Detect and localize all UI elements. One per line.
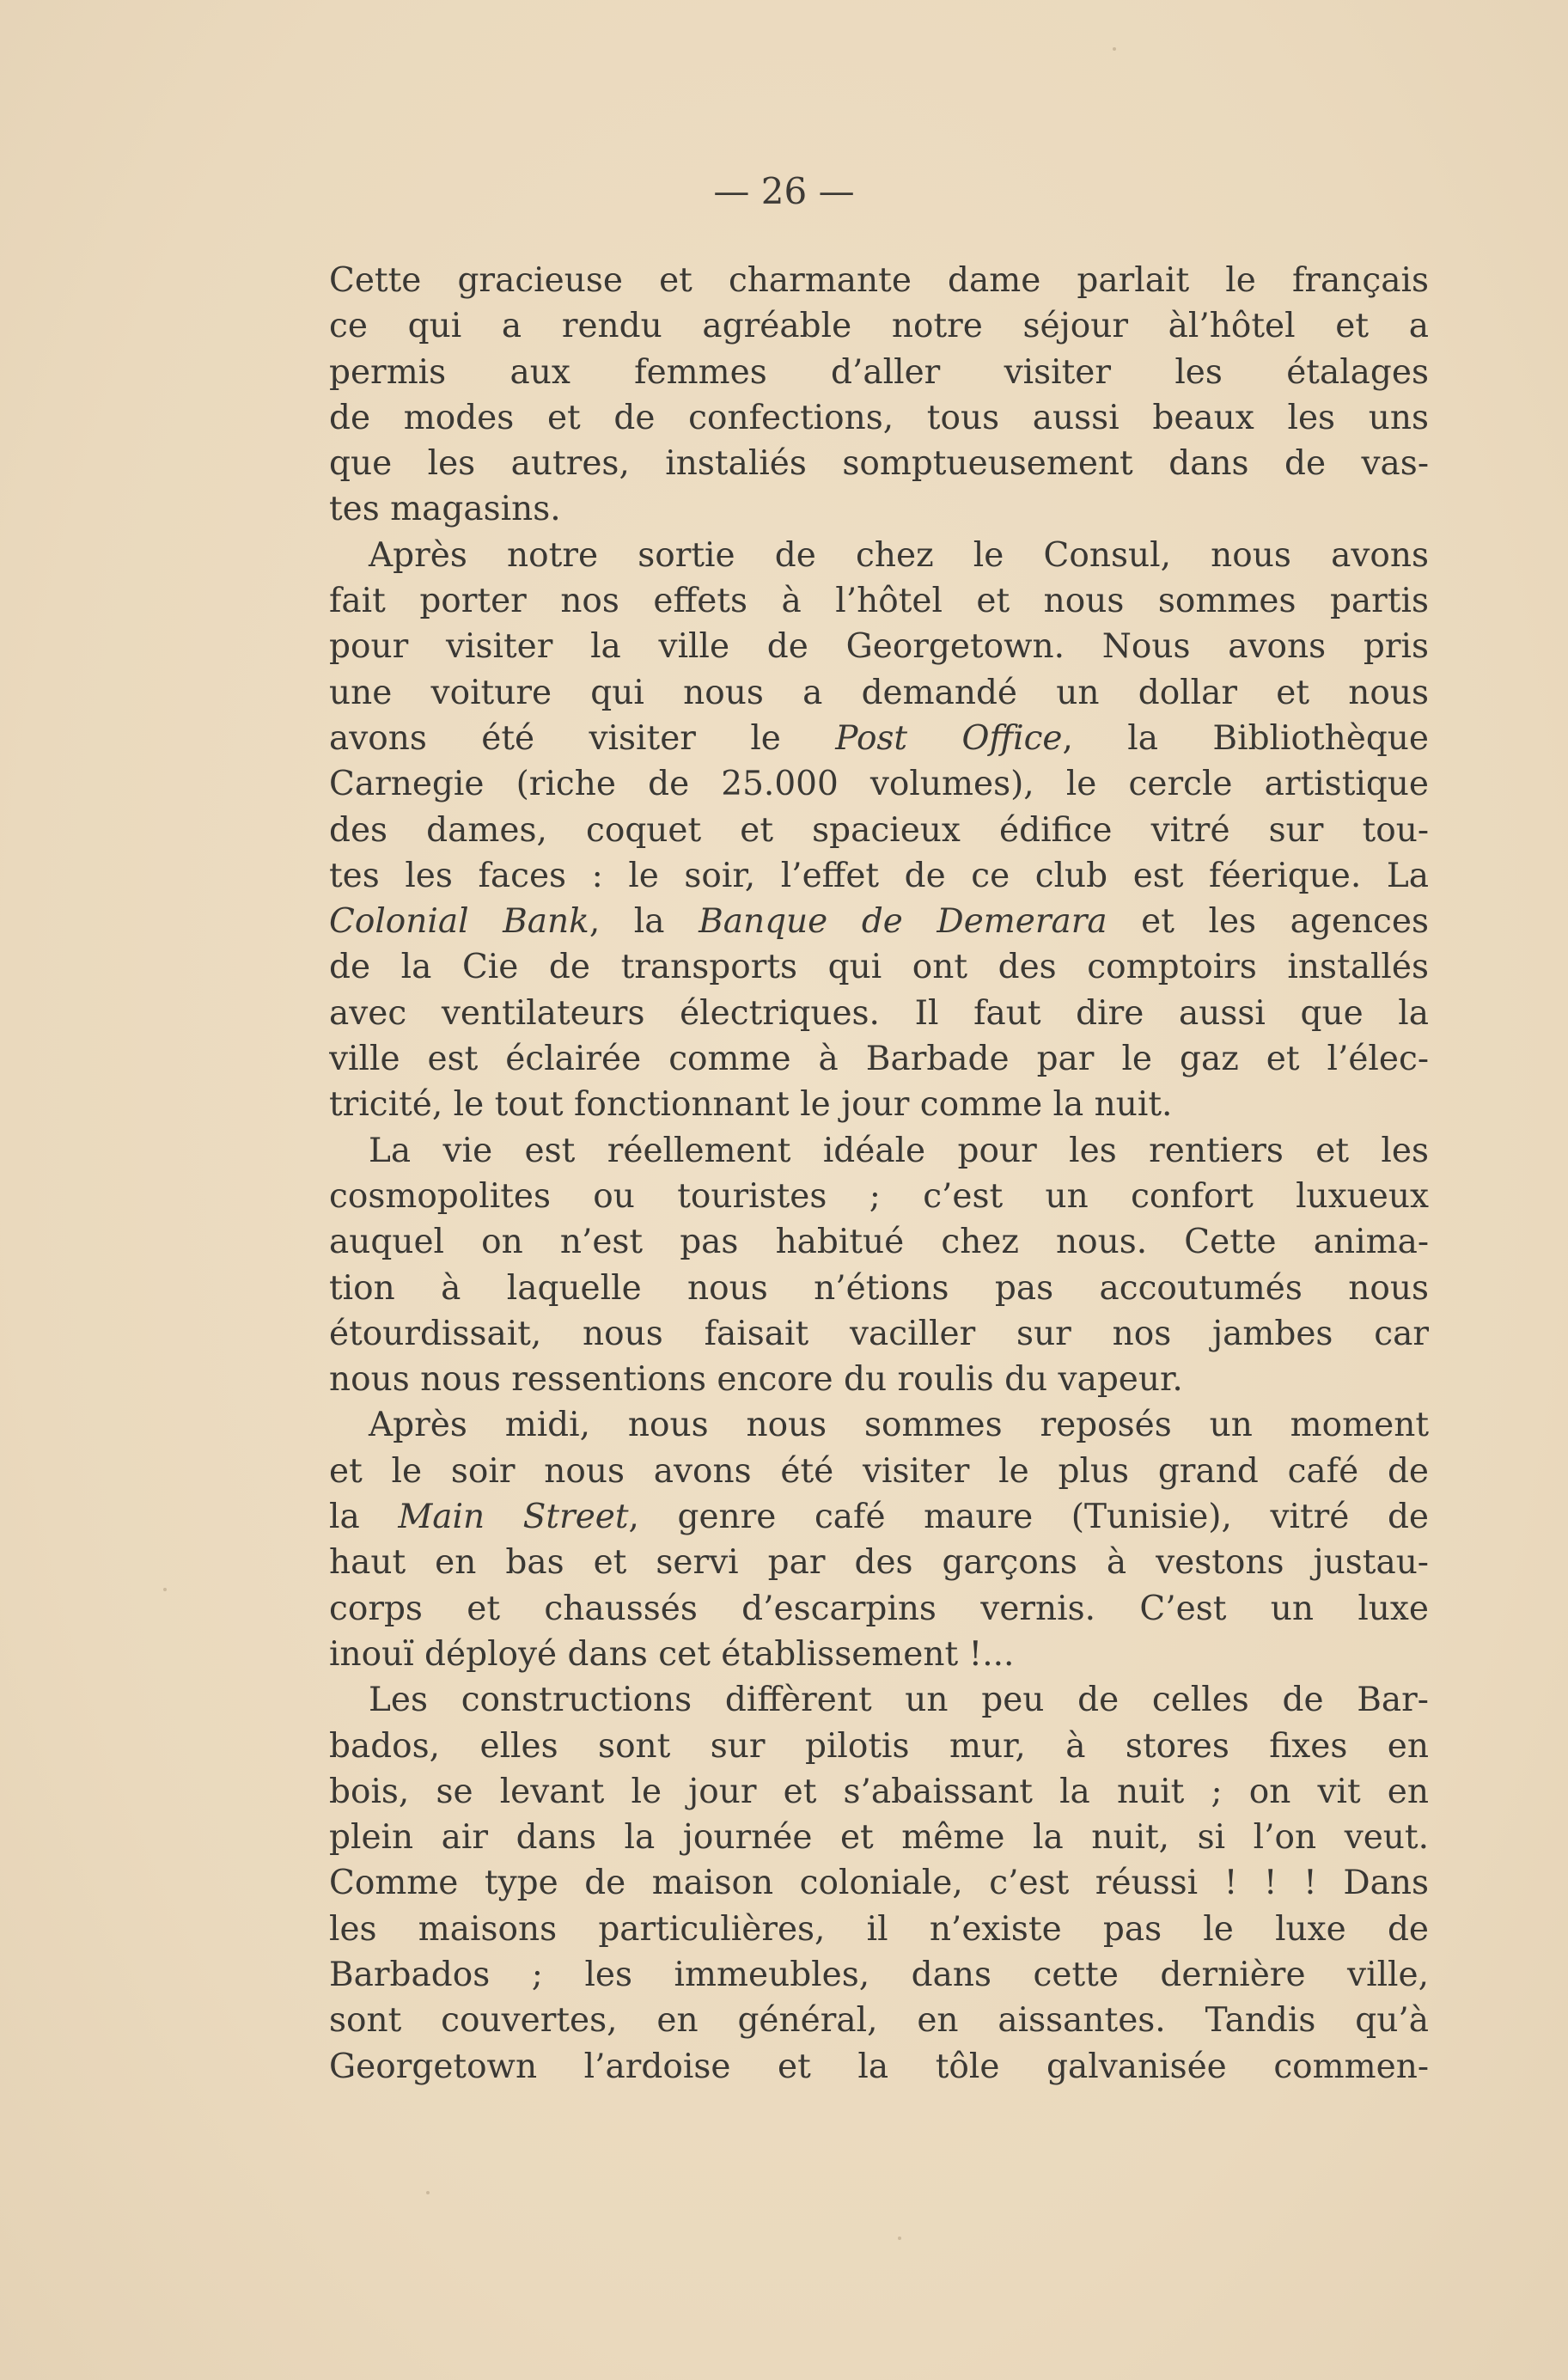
text-segment: , la bbox=[589, 902, 699, 942]
text-line: haut en bas et servi par des garçons à vestons justau- bbox=[329, 1543, 1429, 1583]
italic-street-name: Main Street bbox=[398, 1498, 629, 1537]
text-line: une voiture qui nous a demandé un dollar et nous bbox=[329, 673, 1429, 712]
text-line: auquel on n’est pas habitué chez nous. Cette anima- bbox=[329, 1223, 1429, 1262]
text-line: des dames, coquet et spacieux édifice vitré sur tou- bbox=[329, 810, 1429, 850]
text-line: Georgetown l’ardoise et la tôle galvanisée commen- bbox=[329, 2047, 1429, 2086]
text-line-with-italic bbox=[329, 1494, 1429, 1540]
text-segment: et les agences bbox=[1107, 902, 1429, 942]
text-line: inouï déployé dans cet établissement !... bbox=[329, 1634, 1015, 1674]
paper-speck bbox=[1113, 47, 1116, 51]
text-line: pour visiter la ville de Georgetown. Nous avons pris bbox=[329, 627, 1429, 667]
text-line: ville est éclairée comme à Barbade par le gaz et l’élec- bbox=[329, 1040, 1429, 1079]
paper-speck bbox=[898, 2237, 901, 2240]
text-line: tes magasins. bbox=[329, 490, 561, 529]
text-line: que les autres, instaliés somptueusement dans de vas- bbox=[329, 444, 1429, 484]
text-line: avec ventilateurs électriques. Il faut dire aussi que la bbox=[329, 993, 1429, 1033]
paragraph-start-line: La vie est réellement idéale pour les rentiers et les bbox=[369, 1131, 1429, 1170]
text-line: étourdissait, nous faisait vaciller sur nos jambes car bbox=[329, 1314, 1429, 1353]
body-text bbox=[329, 258, 1429, 2090]
text-line: Comme type de maison coloniale, c’est réussi ! ! ! Dans bbox=[329, 1864, 1429, 1903]
text-line: cosmopolites ou touristes ; c’est un confort luxueux bbox=[329, 1176, 1429, 1216]
paper-speck bbox=[426, 2191, 430, 2194]
italic-bank-name: Banque de Demerara bbox=[699, 902, 1107, 942]
text-line: fait porter nos effets à l’hôtel et nous sommes partis bbox=[329, 582, 1429, 621]
text-line: et le soir nous avons été visiter le plus grand café de bbox=[329, 1451, 1429, 1491]
text-line: de la Cie de transports qui ont des comptoirs installés bbox=[329, 948, 1429, 987]
text-line: nous nous ressentions encore du roulis du vapeur. bbox=[329, 1360, 1183, 1400]
text-line-with-italic bbox=[329, 899, 1429, 944]
italic-place-name: Post Office bbox=[835, 718, 1063, 758]
text-line: permis aux femmes d’aller visiter les étalages bbox=[329, 352, 1429, 392]
text-segment: , genre café maure (Tunisie), vitré de bbox=[628, 1498, 1429, 1537]
text-segment: , la Bibliothèque bbox=[1062, 718, 1429, 758]
text-segment: avons été visiter le bbox=[329, 718, 836, 758]
text-line: les maisons particulières, il n’existe pas le luxe de bbox=[329, 1909, 1429, 1949]
text-line: corps et chaussés d’escarpins vernis. C’est un luxe bbox=[329, 1589, 1429, 1628]
page-number: — 26 — bbox=[713, 170, 855, 212]
paper-speck bbox=[163, 1588, 167, 1591]
paragraph-start-line: Après midi, nous nous sommes reposés un moment bbox=[369, 1406, 1429, 1445]
text-line: tricité, le tout fonctionnant le jour comme la nuit. bbox=[329, 1085, 1173, 1125]
text-line: tion à laquelle nous n’étions pas accoutumés nous bbox=[329, 1268, 1429, 1308]
text-line: Cette gracieuse et charmante dame parlait le français bbox=[329, 261, 1429, 300]
text-line: ce qui a rendu agréable notre séjour àl’hôtel et a bbox=[329, 307, 1429, 346]
text-line: tes les faces : le soir, l’effet de ce club est féerique. La bbox=[329, 856, 1429, 895]
text-segment: la bbox=[329, 1498, 399, 1537]
italic-bank-name: Colonial Bank bbox=[329, 902, 589, 942]
text-line: sont couvertes, en général, en aissantes. Tandis qu’à bbox=[329, 2001, 1429, 2041]
text-line: de modes et de confections, tous aussi beaux les uns bbox=[329, 398, 1429, 437]
paragraph-start-line: Après notre sortie de chez le Consul, nous avons bbox=[369, 535, 1429, 575]
text-line: bados, elles sont sur pilotis mur, à stores fixes en bbox=[329, 1726, 1429, 1766]
text-line: bois, se levant le jour et s’abaissant la nuit ; on vit en bbox=[329, 1772, 1429, 1811]
text-line-with-italic bbox=[329, 716, 1429, 761]
text-line: plein air dans la journée et même la nuit, si l’on veut. bbox=[329, 1818, 1429, 1858]
text-line: Carnegie (riche de 25.000 volumes), le cercle artistique bbox=[329, 765, 1429, 804]
paragraph-start-line: Les constructions diffèrent un peu de celles de Bar- bbox=[369, 1681, 1429, 1720]
text-line: Barbados ; les immeubles, dans cette dernière ville, bbox=[329, 1955, 1429, 1994]
